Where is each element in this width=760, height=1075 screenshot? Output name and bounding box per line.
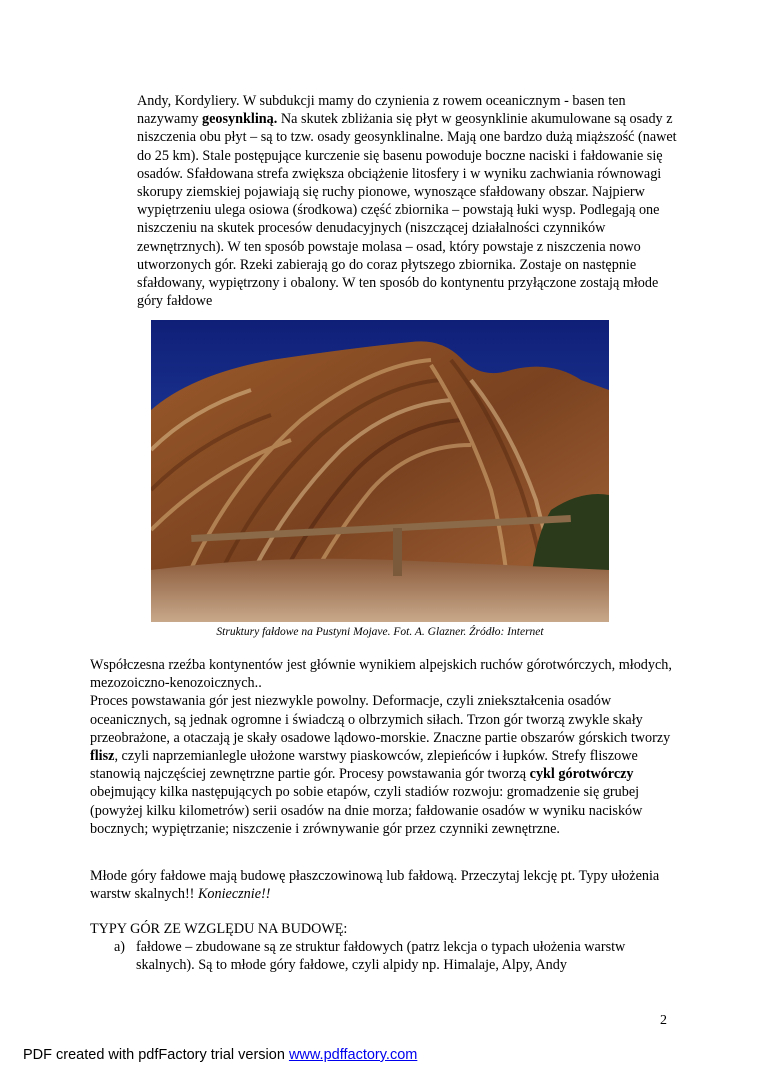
paragraph-young-fold-mountains (90, 867, 680, 903)
fold-structures-photo (151, 320, 609, 622)
term-cykl-gorotworczy: cykl górotwórczy (529, 766, 634, 783)
paragraph-geosyncline (137, 92, 677, 310)
term-geosynklina: geosynkliną. (202, 111, 278, 128)
term-flisz: flisz (90, 748, 115, 765)
pdf-footer (23, 1046, 417, 1064)
page-number: 2 (660, 1013, 667, 1028)
text-run: Młode góry fałdowe mają budowę płaszczowinową lub fałdową. Przeczytaj lekcję pt. Typy ułożenia warstw skalnych!! (90, 868, 660, 903)
text-run: Na skutek zbliżania się płyt w geosynklinie akumulowane są osady z niszczenia obu płyt – są to tzw. osady geosynklinalne. Mają one bardzo dużą miąższość (nawet do 25 km). Stale postępujące kurczenie się basenu powoduje boczne naciski i fałdowanie się osadów. Sfałdowana strefa zwiększa obciążenie litosfery i w wyniku zachwiania równowagi skorupy ziemskiej pojawiają się ruchy pionowe, wynoszące sfałdowany obszar. Najpierw wypiętrzeniu ulega osiowa (środkowa) część zbiornika – powstają łuki wysp. Podlegają one niszczeniu na skutek procesów denudacyjnych (niszczącej działalności czynników zewnętrznych). W ten sposób powstaje molasa – osad, który powstaje z niszczenia nowo utworzonych gór. Rzeki zabierają go do coraz płytszego zbiornika. Zostaje on następnie sfałdowany, wypiętrzony i obalony. W ten sposób do kontynentu przyłączone zostają młode góry fałdowe (137, 111, 677, 310)
text-run: Współczesna rzeźba kontynentów jest głównie wynikiem alpejskich ruchów górotwórczych, młodych, mezozoiczno-kenozoicznych.. (90, 657, 672, 692)
emphasis: Koniecznie!! (197, 886, 271, 903)
list-marker: a) (114, 939, 126, 955)
list-item-text: fałdowe – zbudowane są ze struktur fałdowych (patrz lekcja o typach ułożenia warstw skalnych). Są to młode góry fałdowe, czyli alpidy np. Himalaje, Alpy, Andy (136, 939, 626, 974)
text-run: , czyli naprzemianlegle ułożone warstwy piaskowców, zlepieńców i łupków. Strefy fliszowe stanowią najczęściej zewnętrzne partie gór. Procesy powstawania gór tworzą (90, 748, 638, 783)
footer-link[interactable]: www.pdffactory.com (288, 1047, 418, 1063)
text-run: Andy, Kordyliery. W subdukcji mamy do czynienia z rowem oceanicznym - basen ten nazywamy (137, 93, 626, 128)
text-run: Proces powstawania gór jest niezwykle powolny. Deformacje, czyli zniekształcenia osadów oceanicznych, są jednak ogromne i świadczą o olbrzymich siłach. Trzon gór tworzą zwykle skały przeobrażone, a otaczają je skały osadowe lądowo-morskie. Znaczne partie obszarów górskich tworzy (90, 693, 671, 746)
text-run: obejmujący kilka następujących po sobie etapów, czyli stadiów rozwoju: gromadzenie się grubej (powyżej kilku kilometrów) serii osadów na dnie morza; fałdowanie osadów w wyniku nacisków bocznych; wypiętrzanie; niszczenie i zrównywanie gór przez czynniki zewnętrzne. (90, 784, 643, 837)
figure-caption: Struktury fałdowe na Pustyni Mojave. Fot. A. Glazner. Źródło: Internet (216, 626, 544, 638)
paragraph-mountain-building (90, 656, 680, 838)
footer-text: PDF created with pdfFactory trial version (23, 1047, 289, 1063)
photo-illustration (151, 320, 609, 622)
section-heading: TYPY GÓR ZE WZGLĘDU NA BUDOWĘ: (90, 921, 348, 937)
